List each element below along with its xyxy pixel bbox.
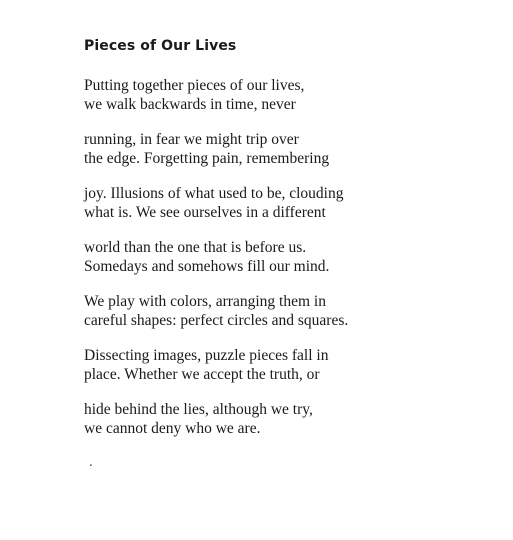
poem-line: hide behind the lies, although we try, xyxy=(84,401,313,418)
poem-body xyxy=(84,76,504,454)
poem-line: the edge. Forgetting pain, remembering xyxy=(84,150,330,167)
poem-line: Dissecting images, puzzle pieces fall in xyxy=(84,347,329,364)
poem-line: we walk backwards in time, never xyxy=(84,96,296,113)
poem-title: Pieces of Our Lives xyxy=(84,38,237,54)
stanza xyxy=(84,76,504,114)
poem-line: what is. We see ourselves in a different xyxy=(84,204,326,221)
poem-line: joy. Illusions of what used to be, clouding xyxy=(84,185,344,202)
poem-line: careful shapes: perfect circles and squares. xyxy=(84,312,349,329)
poem-line: Somedays and somehows fill our mind. xyxy=(84,258,330,275)
poem-line: we cannot deny who we are. xyxy=(84,420,261,437)
stanza xyxy=(84,130,504,168)
poem-line: We play with colors, arranging them in xyxy=(84,293,326,310)
stanza xyxy=(84,184,504,222)
stanza xyxy=(84,400,504,438)
poem-line: place. Whether we accept the truth, or xyxy=(84,366,320,383)
poem-line: running, in fear we might trip over xyxy=(84,131,299,148)
stanza xyxy=(84,346,504,384)
poem-line: world than the one that is before us. xyxy=(84,239,307,256)
stanza xyxy=(84,292,504,330)
poem-line: Putting together pieces of our lives, xyxy=(84,77,305,94)
end-mark: . xyxy=(89,454,93,470)
stanza xyxy=(84,238,504,276)
